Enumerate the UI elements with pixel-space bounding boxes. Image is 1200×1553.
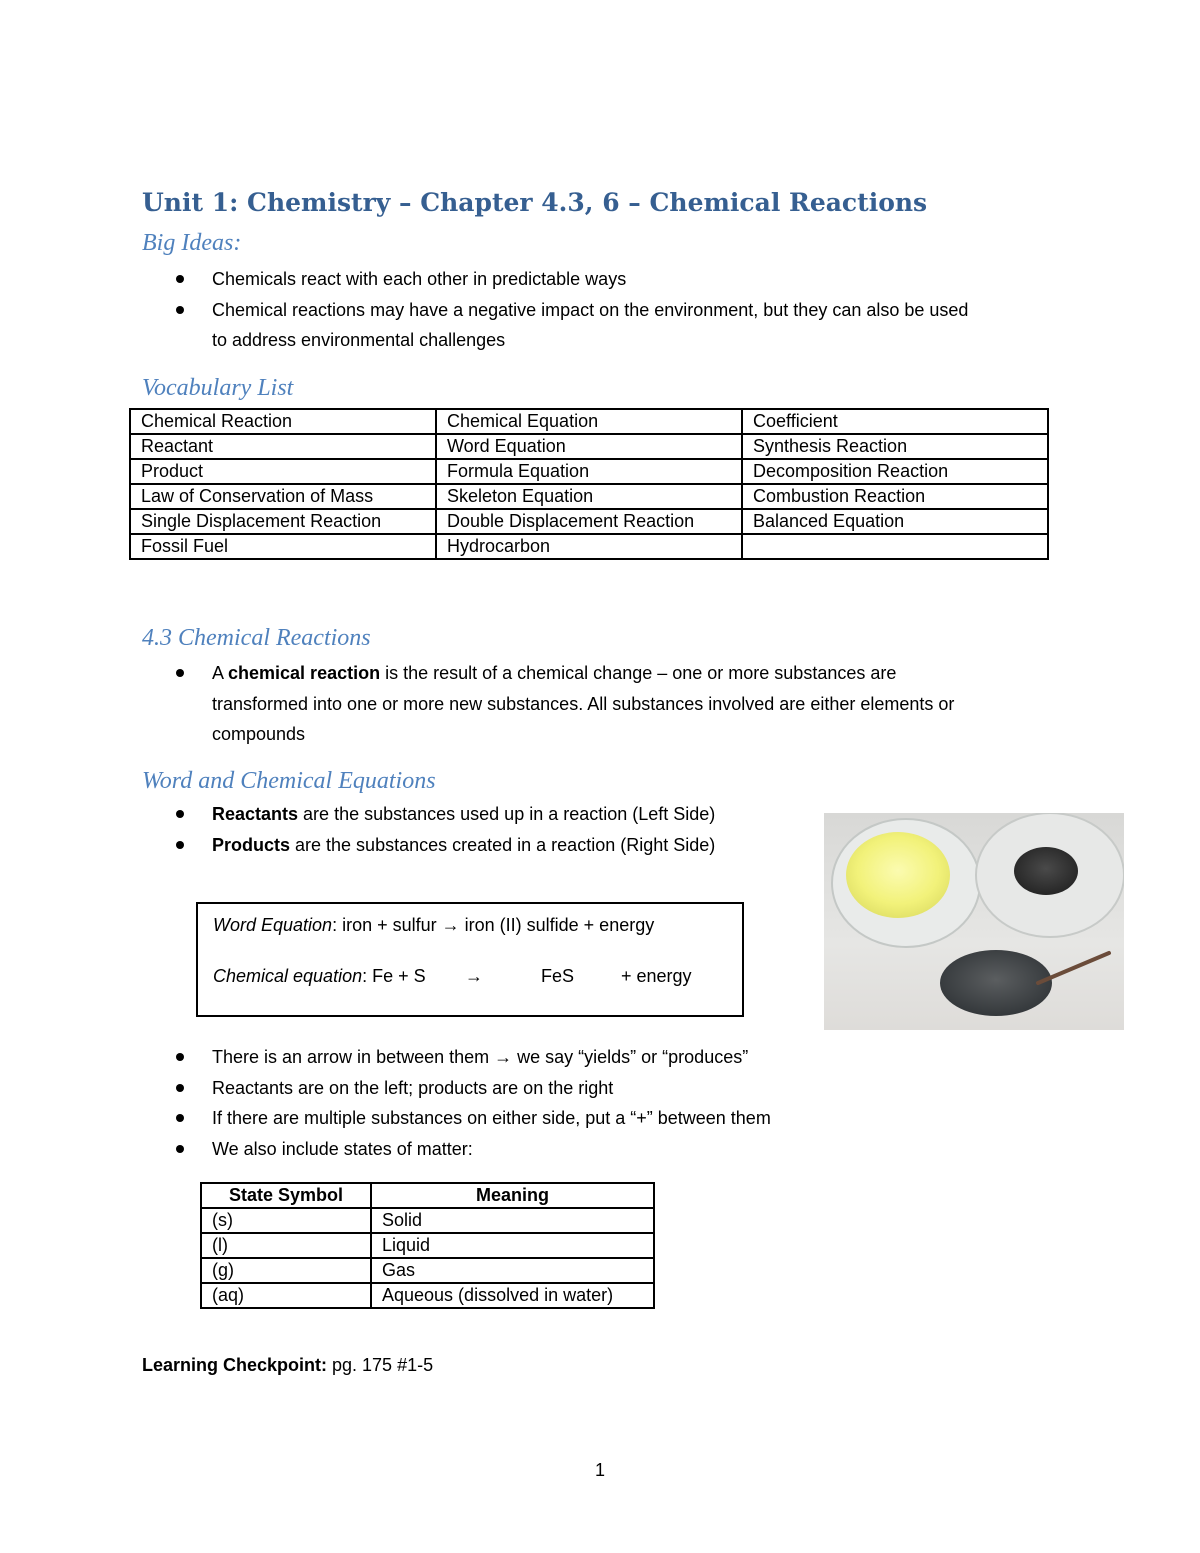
list-item: We also include states of matter:: [170, 1134, 771, 1165]
bullet-icon: [176, 275, 184, 283]
vocab-cell: Reactant: [130, 434, 436, 459]
state-symbol-cell: (s): [201, 1208, 371, 1233]
vocab-cell: Skeleton Equation: [436, 484, 742, 509]
page-number: 1: [594, 1460, 605, 1480]
vocab-cell: Fossil Fuel: [130, 534, 436, 559]
vocabulary-table: [129, 408, 1049, 560]
table-row: [201, 1233, 654, 1258]
vocab-cell: Law of Conservation of Mass: [130, 484, 436, 509]
vocab-cell: Double Displacement Reaction: [436, 509, 742, 534]
product-formula: FeS: [541, 966, 575, 986]
meaning-cell: Solid: [371, 1208, 654, 1233]
list-item: A chemical reaction is the result of a chemical change – one or more substances are: [170, 658, 954, 689]
meaning-cell: Liquid: [371, 1233, 654, 1258]
table-row: [201, 1283, 654, 1308]
word-equation-label: Word Equation: [213, 915, 333, 935]
vocabulary-heading: Vocabulary List: [142, 375, 294, 401]
vocab-cell: Decomposition Reaction: [742, 459, 1048, 484]
chemical-reaction-term: chemical reaction: [228, 663, 381, 683]
vocab-cell: [742, 534, 1048, 559]
list-item: Chemicals react with each other in predictable ways: [170, 264, 968, 295]
chemical-equation: Chemical equation: Fe + S → FeS + energy: [213, 966, 692, 986]
section-4-3-list: [170, 658, 954, 750]
vocab-cell: Single Displacement Reaction: [130, 509, 436, 534]
list-item: Reactants are on the left; products are on the right: [170, 1073, 771, 1104]
equation-notes-list: [170, 1042, 771, 1164]
bullet-icon: [176, 669, 184, 677]
list-item-continuation: compounds: [212, 724, 306, 744]
big-ideas-list: [170, 264, 968, 356]
iron-sulfur-photo: [824, 813, 1124, 1030]
bullet-icon: [176, 1084, 184, 1092]
state-symbol-cell: (aq): [201, 1283, 371, 1308]
vocab-cell: Combustion Reaction: [742, 484, 1048, 509]
iron-filings: [1014, 847, 1078, 895]
bullet-icon: [176, 306, 184, 314]
sulfur-powder: [846, 832, 950, 918]
bullet-icon: [176, 1114, 184, 1122]
list-item: There is an arrow in between them → we say “yields” or “produces”: [170, 1042, 771, 1073]
bullet-icon: [176, 1145, 184, 1153]
section-4-3-heading: 4.3 Chemical Reactions: [142, 625, 371, 651]
vocab-cell: Chemical Equation: [436, 409, 742, 434]
meaning-cell: Aqueous (dissolved in water): [371, 1283, 654, 1308]
bullet-icon: [176, 1053, 184, 1061]
word-chemical-equations-heading: Word and Chemical Equations: [142, 768, 436, 794]
meaning-cell: Gas: [371, 1258, 654, 1283]
learning-checkpoint: [142, 1355, 433, 1376]
yields-arrow-icon: →: [465, 966, 483, 986]
vocab-cell: Formula Equation: [436, 459, 742, 484]
state-symbol-cell: (g): [201, 1258, 371, 1283]
column-header: State Symbol: [201, 1183, 371, 1208]
bullet-icon: [176, 841, 184, 849]
word-equation: Word Equation: iron + sulfur → iron (II) sulfide + energy: [213, 915, 655, 935]
vocab-cell: Product: [130, 459, 436, 484]
list-item: Products are the substances created in a reaction (Right Side): [170, 830, 715, 861]
table-row: [201, 1258, 654, 1283]
table-row: [130, 534, 1048, 559]
table-row: [130, 434, 1048, 459]
states-of-matter-table: [200, 1182, 655, 1309]
energy-term: + energy: [621, 966, 692, 986]
state-symbol-cell: (l): [201, 1233, 371, 1258]
vocab-cell: Coefficient: [742, 409, 1048, 434]
table-row: [130, 484, 1048, 509]
list-item: If there are multiple substances on either side, put a “+” between them: [170, 1103, 771, 1134]
reactants-term: Reactants: [212, 804, 299, 824]
products-term: Products: [212, 834, 291, 855]
photo-illustration: [824, 813, 1124, 1030]
iron-sulfide-lump: [940, 950, 1052, 1016]
table-row: [130, 459, 1048, 484]
list-item-continuation: transformed into one or more new substances. All substances involved are either elements or: [212, 693, 955, 714]
checkpoint-text: pg. 175 #1-5: [327, 1355, 434, 1375]
list-item-continuation: to address environmental challenges: [212, 330, 506, 350]
page-title: Unit 1: Chemistry – Chapter 4.3, 6 – Chemical Reactions: [142, 188, 928, 217]
list-item: Reactants are the substances used up in a reaction (Left Side): [170, 799, 715, 830]
table-row: [201, 1208, 654, 1233]
vocab-cell: Hydrocarbon: [436, 534, 742, 559]
chemical-equation-label: Chemical equation: [213, 966, 363, 986]
bullet-icon: [176, 810, 184, 818]
table-row: [130, 409, 1048, 434]
spatula-handle: [1038, 953, 1109, 983]
list-item: Chemical reactions may have a negative impact on the environment, but they can also be used: [170, 295, 968, 326]
vocab-cell: Word Equation: [436, 434, 742, 459]
table-header-row: [201, 1183, 654, 1208]
column-header: Meaning: [371, 1183, 654, 1208]
vocab-cell: Synthesis Reaction: [742, 434, 1048, 459]
equation-box: [196, 902, 744, 1017]
big-ideas-heading: Big Ideas:: [142, 230, 242, 256]
vocab-cell: Chemical Reaction: [130, 409, 436, 434]
reactants-products-list: [170, 799, 715, 860]
table-row: [130, 509, 1048, 534]
vocab-cell: Balanced Equation: [742, 509, 1048, 534]
checkpoint-label: Learning Checkpoint:: [142, 1355, 328, 1375]
